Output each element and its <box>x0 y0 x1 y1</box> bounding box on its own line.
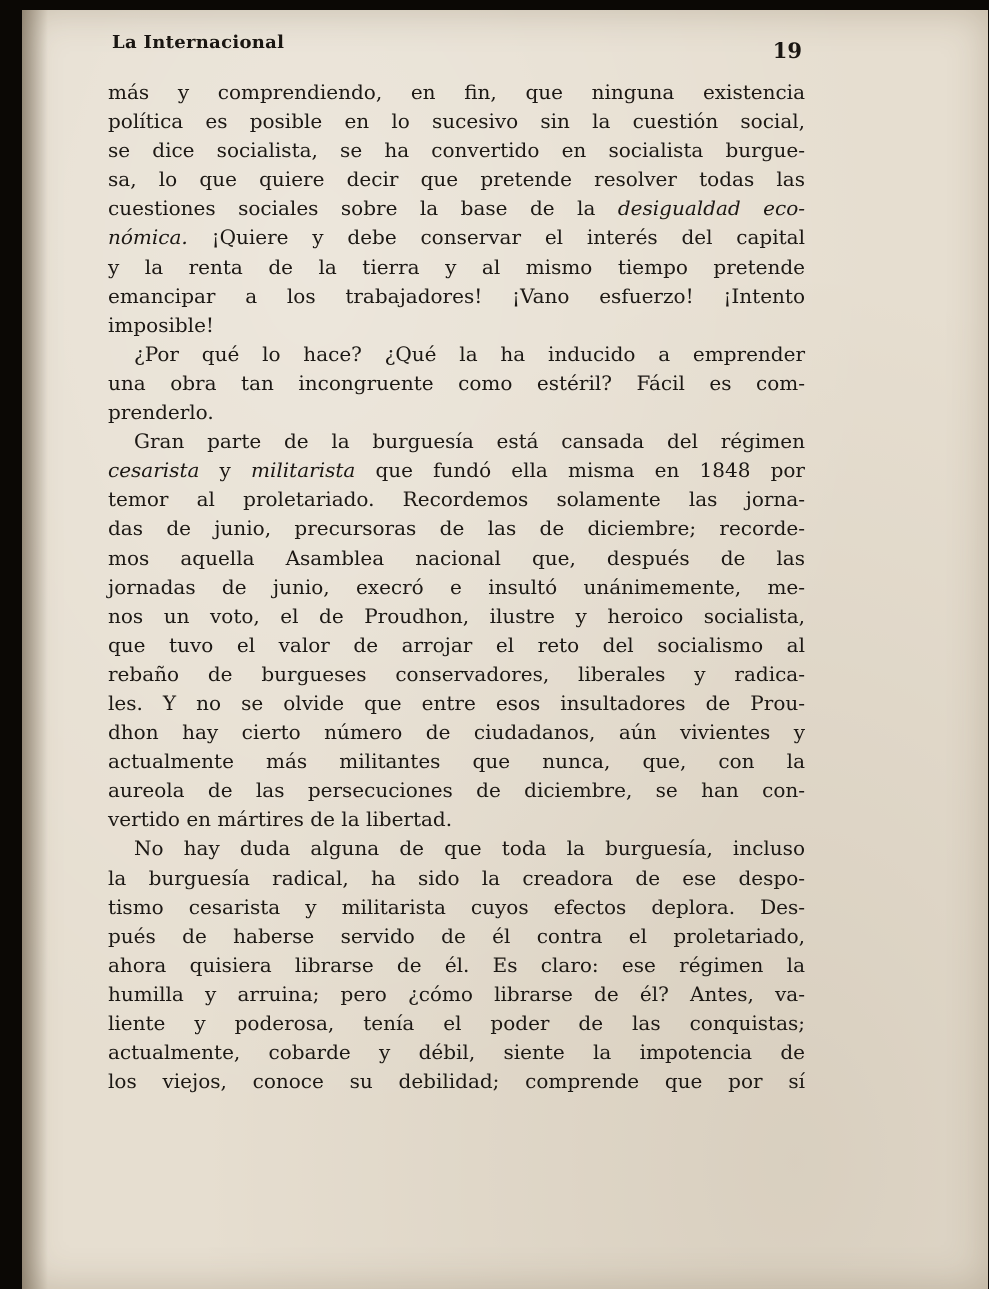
text-line <box>108 631 805 660</box>
text-run: emancipar a los trabajadores! ¡Vano esfuerzo! ¡Intento <box>108 283 805 308</box>
text-line <box>108 864 805 893</box>
text-run: que tuvo el valor de arrojar el reto del socialismo al <box>108 632 805 657</box>
text-run: mos aquella Asamblea nacional que, después de las <box>108 545 805 570</box>
italic-phrase: nómica. <box>108 225 188 250</box>
text-run: una obra tan incongruente como estéril? Fácil es com- <box>108 370 805 395</box>
text-line <box>108 776 805 805</box>
text-line <box>108 893 805 922</box>
text-run: ¿Por qué lo hace? ¿Qué la ha inducido a emprender <box>134 341 805 366</box>
text-run: dhon hay cierto número de ciudadanos, aún vivientes y <box>108 720 805 745</box>
page-number: 19 <box>772 38 802 63</box>
italic-phrase: militarista <box>251 458 356 483</box>
text-line <box>108 398 805 427</box>
text-run: más y comprendiendo, en fin, que ninguna existencia <box>108 80 805 104</box>
text-line <box>108 805 805 834</box>
text-run: temor al proletariado. Recordemos solamente las jorna- <box>108 487 805 512</box>
text-line <box>108 951 805 980</box>
text-line <box>108 544 805 573</box>
text-run: pués de haberse servido de él contra el proletariado, <box>108 923 805 948</box>
text-run: ahora quisiera librarse de él. Es claro: ese régimen la <box>108 952 805 977</box>
italic-phrase: desigualdad eco- <box>617 196 805 221</box>
text-line <box>108 573 805 602</box>
text-run: y la renta de la tierra y al mismo tiempo pretende <box>108 254 805 279</box>
text-line <box>108 456 805 485</box>
text-line <box>108 602 805 631</box>
body-text <box>108 78 805 1096</box>
text-line <box>108 311 805 340</box>
text-run: das de junio, precursoras de las de diciembre; recorde- <box>108 516 805 541</box>
text-run: actualmente, cobarde y débil, siente la impotencia de <box>108 1040 805 1065</box>
text-line <box>108 922 805 951</box>
text-line <box>108 1038 805 1067</box>
text-line <box>108 660 805 689</box>
text-line <box>108 747 805 776</box>
text-line <box>108 253 805 282</box>
text-line <box>108 165 805 194</box>
text-run: política es posible en lo sucesivo sin la cuestión social, <box>108 109 805 134</box>
text-line <box>108 980 805 1009</box>
text-run: jornadas de junio, execró e insultó unánimemente, me- <box>108 574 805 599</box>
text-run: sa, lo que quiere decir que pretende resolver todas las <box>108 167 805 192</box>
text-line <box>108 369 805 398</box>
text-run: la burguesía radical, ha sido la creadora de ese despo- <box>108 865 805 890</box>
text-line <box>108 223 805 252</box>
text-run: prenderlo. <box>108 400 214 425</box>
italic-phrase: cesarista <box>108 458 200 483</box>
text-line <box>108 689 805 718</box>
text-run: imposible! <box>108 312 214 337</box>
text-run: cuestiones sociales sobre la base de la <box>108 196 618 221</box>
binding-shadow <box>22 10 48 1289</box>
text-line <box>108 514 805 543</box>
text-line <box>108 1009 805 1038</box>
text-run: ¡Quiere y debe conservar el interés del capital <box>187 225 805 250</box>
text-run: vertido en mártires de la libertad. <box>108 807 453 832</box>
text-line <box>108 107 805 136</box>
text-line <box>108 136 805 165</box>
text-run: nos un voto, el de Proudhon, ilustre y heroico socialista, <box>108 603 805 628</box>
text-line <box>108 485 805 514</box>
text-line <box>108 834 805 863</box>
text-line <box>108 340 805 369</box>
text-run: tismo cesarista y militarista cuyos efectos deplora. Des- <box>108 894 805 919</box>
text-run: se dice socialista, se ha convertido en socialista burgue- <box>108 138 805 163</box>
text-run: aureola de las persecuciones de diciembre, se han con- <box>108 778 805 803</box>
text-line <box>108 78 805 107</box>
running-title: La Internacional <box>112 32 285 53</box>
text-run: actualmente más militantes que nunca, que, con la <box>108 749 805 774</box>
text-run: Gran parte de la burguesía está cansada del régimen <box>134 429 805 454</box>
text-line <box>108 1067 805 1096</box>
text-run: No hay duda alguna de que toda la burguesía, incluso <box>134 836 805 861</box>
text-run: que fundó ella misma en 1848 por <box>355 458 805 483</box>
text-line <box>108 427 805 456</box>
text-line <box>108 282 805 311</box>
text-line <box>108 718 805 747</box>
text-line <box>108 194 805 223</box>
text-run: les. Y no se olvide que entre esos insultadores de Prou- <box>108 690 805 715</box>
text-run: y <box>199 458 252 483</box>
text-run: rebaño de burgueses conservadores, liberales y radica- <box>108 661 805 686</box>
page-header <box>112 32 802 72</box>
text-run: los viejos, conoce su debilidad; comprende que por sí <box>108 1069 805 1094</box>
text-run: humilla y arruina; pero ¿cómo librarse de él? Antes, va- <box>108 981 805 1006</box>
text-run: liente y poderosa, tenía el poder de las conquistas; <box>108 1011 805 1035</box>
